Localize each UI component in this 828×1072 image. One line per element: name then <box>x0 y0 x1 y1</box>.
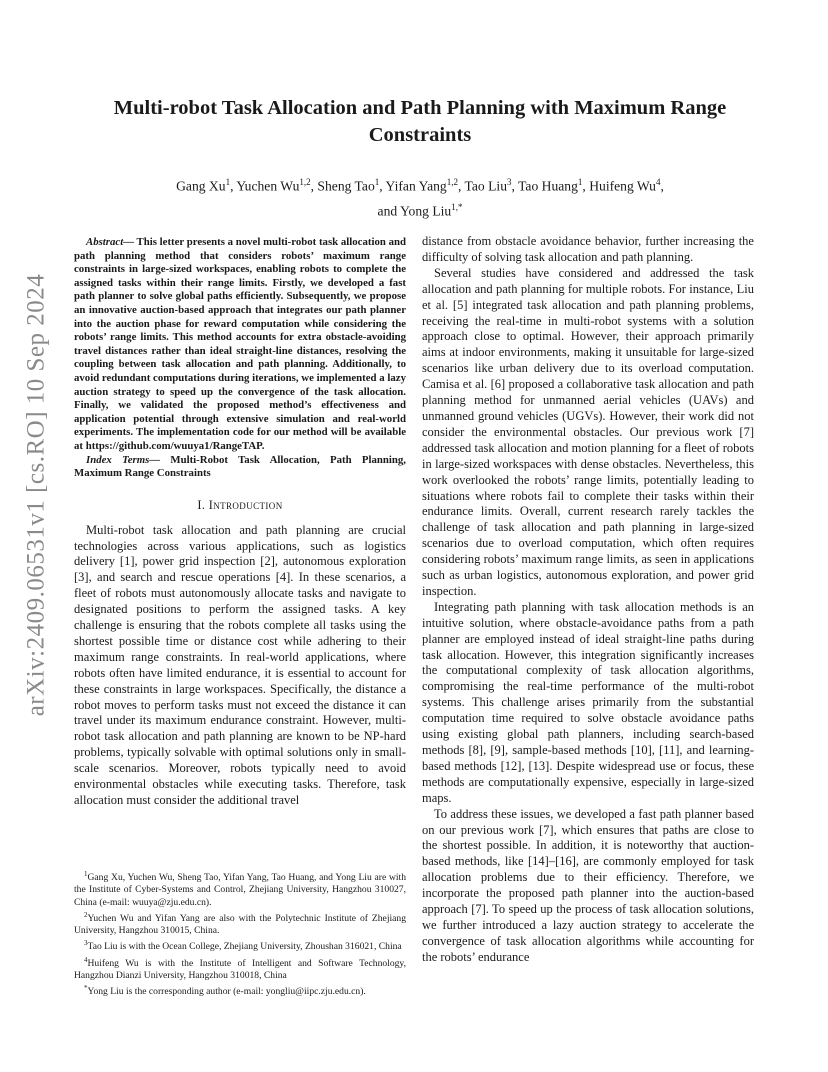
paper-title: Multi-robot Task Allocation and Path Planning with Maximum Range Constraints <box>113 97 727 146</box>
author-affiliation-mark: 4 <box>655 177 661 187</box>
right-paragraph-3: To address these issues, we developed a fast path planner based on our previous work [7], which ensures that paths are close to the shortest possible. In addition, it is noteworthy that auction-based methods, like [14]–[16], are commonly employed for task allocation problems due to their efficiency. Therefore, we incorporate the proposed path planner into the auction-based approach [7]. To speed up the process of task allocation solutions, we further introduced a lazy auction strategy to accelerate the convergence of task allocation algorithms while accounting for the robots’ endurance <box>422 806 754 964</box>
author-name: Tao Huang <box>518 178 578 194</box>
arxiv-identifier-stamp <box>6 273 66 717</box>
author-affiliation-mark: 1 <box>577 177 583 187</box>
footnote-mark: 2 <box>84 910 88 919</box>
intro-paragraph: Multi-robot task allocation and path planning are crucial technologies across various applications, such as logistics delivery [1], power grid inspection [2], autonomous exploration [3], and search and rescue operations [4]. In these scenarios, a fleet of robots must autonomously allocate tasks and navigate to designated positions to perform the assigned tasks. A key challenge is ensuring that the robots complete all tasks using the shortest possible time or distance cost while adhering to their maximum range constraints. In real-world applications, where robots often have limited endurance, it is essential to account for these constraints in large workspaces. Specifically, the distance a robot moves to perform tasks must not exceed the distance it can travel under its maximum endurance constraint. However, multi-robot task allocation and path planning are known to be NP-hard problems, typically solvable with optimal solutions only in small-scale scenarios. Moreover, robots typically need to avoid environmental obstacles while executing tasks. Therefore, task allocation must consider the additional travel <box>74 522 406 807</box>
author-affiliation-mark: 1 <box>374 177 380 187</box>
abstract-lead: Abstract— <box>86 236 134 248</box>
footnote-text: Gang Xu, Yuchen Wu, Sheng Tao, Yifan Yang, Tao Huang, and Yong Liu are with the Institute of Cyber-Systems and Control, Zhejiang University, Hangzhou 310027, China (e-mail: wuuya@zju.edu.cn). <box>74 872 406 908</box>
footnote <box>74 937 406 953</box>
right-paragraph-2: Integrating path planning with task allocation methods is an intuitive solution, where obstacle-avoidance paths from a path planner are employed instead of ideal straight-line paths during task allocation. However, this integration significantly increases the computational complexity of task allocation algorithms, compromising the real-time performance of the multi-robot systems. This challenge arises primarily from the substantial computation time required to solve obstacle avoidance paths using existing global path planners, including search-based methods [8], [9], sample-based methods [10], [11], and learning-based methods [12], [13]. Despite widespread use or focus, these methods are computationally expensive, especially in large-sized maps. <box>422 599 754 805</box>
footnote-text: Yong Liu is the corresponding author (e-mail: yongliu@iipc.zju.edu.cn). <box>87 986 366 998</box>
index-terms <box>74 454 406 481</box>
author-affiliation-mark: 1 <box>225 177 231 187</box>
author-name: Yifan Yang <box>385 178 447 194</box>
index-terms-text: Multi-Robot Task Allocation, Path Planning, Maximum Range Constraints <box>74 453 406 480</box>
right-paragraph-1: Several studies have considered and addressed the task allocation and path planning for multiple robots. For instance, Liu et al. [5] integrated task allocation and path planning problems, receiving the real-time in multi-robot systems with a solution approach close to optimal. However, their approach primarily aims at indoor environments, making it unsuitable for large-sized scenarios like urban delivery due to its overload computation. Camisa et al. [6] proposed a collaborative task allocation and path planning method for unmanned aerial vehicles (UAVs) and unmanned ground vehicles (UGVs). However, their work did not consider the environmental obstacles. Our previous work [7] addressed task allocation and motion planning for a fleet of robots in large-sized workspaces with dense obstacles. Nevertheless, this work overlooked the robots’ range limits, potentially leading to situations where robots fail to complete their tasks within their endurance limits. Overall, current research rarely tackles the challenge of task allocation and path planning in large-sized scenarios due to overload computation, which often requires considering robots’ maximum range limits, as seen in applications such as urban logistics, autonomous exploration, and power grid inspection. <box>422 265 754 598</box>
footnotes <box>74 868 406 999</box>
section-heading-introduction <box>74 498 406 514</box>
footnote-mark: 4 <box>84 955 88 964</box>
footnote <box>74 982 406 998</box>
section-heading-text: I. Introduction <box>197 497 283 512</box>
right-column <box>422 234 754 966</box>
footnote <box>74 868 406 909</box>
footnote-mark: 3 <box>84 939 88 948</box>
author-affiliation-mark: 3 <box>507 177 512 187</box>
abstract-text: This letter presents a novel multi-robot task allocation and path planning method that considers robots’ maximum range constraints in large-sized workspaces, enabling robots to complete the assigned tasks within their range limits. Firstly, we developed a fast path planner to solve global paths efficiently. Subsequently, we propose an innovative auction-based approach that integrates our path planner into the auction phase for reward computation while considering the robots’ range limits. This method accounts for extra obstacle-avoiding travel distances rather than ideal straight-line distances, resolving the coupling between task allocation and path planning. Additionally, to avoid redundant computations during iterations, we implemented a lazy auction strategy to speed up the convergence of the task allocation. Finally, we validated the proposed method’s effectiveness and application potential through extensive simulation and real-world experiments. The implementation code for our method will be available at https://github.com/wuuya1/RangeTAP. <box>74 236 406 452</box>
author-name: Tao Liu <box>464 178 508 194</box>
left-column <box>74 236 406 809</box>
author-name: Sheng Tao <box>317 178 375 194</box>
author-name: Gang Xu <box>176 178 226 194</box>
footnote <box>74 954 406 983</box>
footnote-text: Tao Liu is with the Ocean College, Zhejiang University, Zhoushan 316021, China <box>87 941 402 953</box>
author-affiliation-mark: 1,2 <box>446 177 458 187</box>
footnote-mark: * <box>84 984 88 993</box>
author-list: Gang Xu$^1$, Yuchen Wu$^{1,2}$, Sheng Tao$^1$, Yifan Yang$^{1,2}$, Tao Liu$^3$, Tao Huang$^1$, Huifeng Wu$^4$, and Yong Liu$^{1,*}$ <box>176 177 664 219</box>
author-name: Huifeng Wu <box>589 178 656 194</box>
arxiv-identifier-text: arXiv:2409.06531v1 [cs.RO] 10 Sep 2024 <box>22 273 50 717</box>
author-name: Yuchen Wu <box>236 178 300 194</box>
author-name: Yong Liu <box>400 203 452 219</box>
footnote <box>74 909 406 938</box>
author-affiliation-mark: 1,2 <box>299 177 311 187</box>
footnote-text: Yuchen Wu and Yifan Yang are also with the Polytechnic Institute of Zhejiang University, Hangzhou 310015, China. <box>74 912 406 937</box>
index-terms-lead: Index Terms— <box>86 453 161 466</box>
footnote-text: Huifeng Wu is with the Institute of Intelligent and Software Technology, Hangzhou Dianzi University, Hangzhou 310018, China <box>74 957 406 982</box>
footnote-mark: 1 <box>84 870 88 878</box>
abstract <box>74 236 406 454</box>
author-and: and <box>377 203 398 219</box>
right-paragraph-0: distance from obstacle avoidance behavior, further increasing the difficulty of solving task allocation and path planning. <box>422 234 754 264</box>
author-affiliation-mark: 1,* <box>451 201 463 212</box>
